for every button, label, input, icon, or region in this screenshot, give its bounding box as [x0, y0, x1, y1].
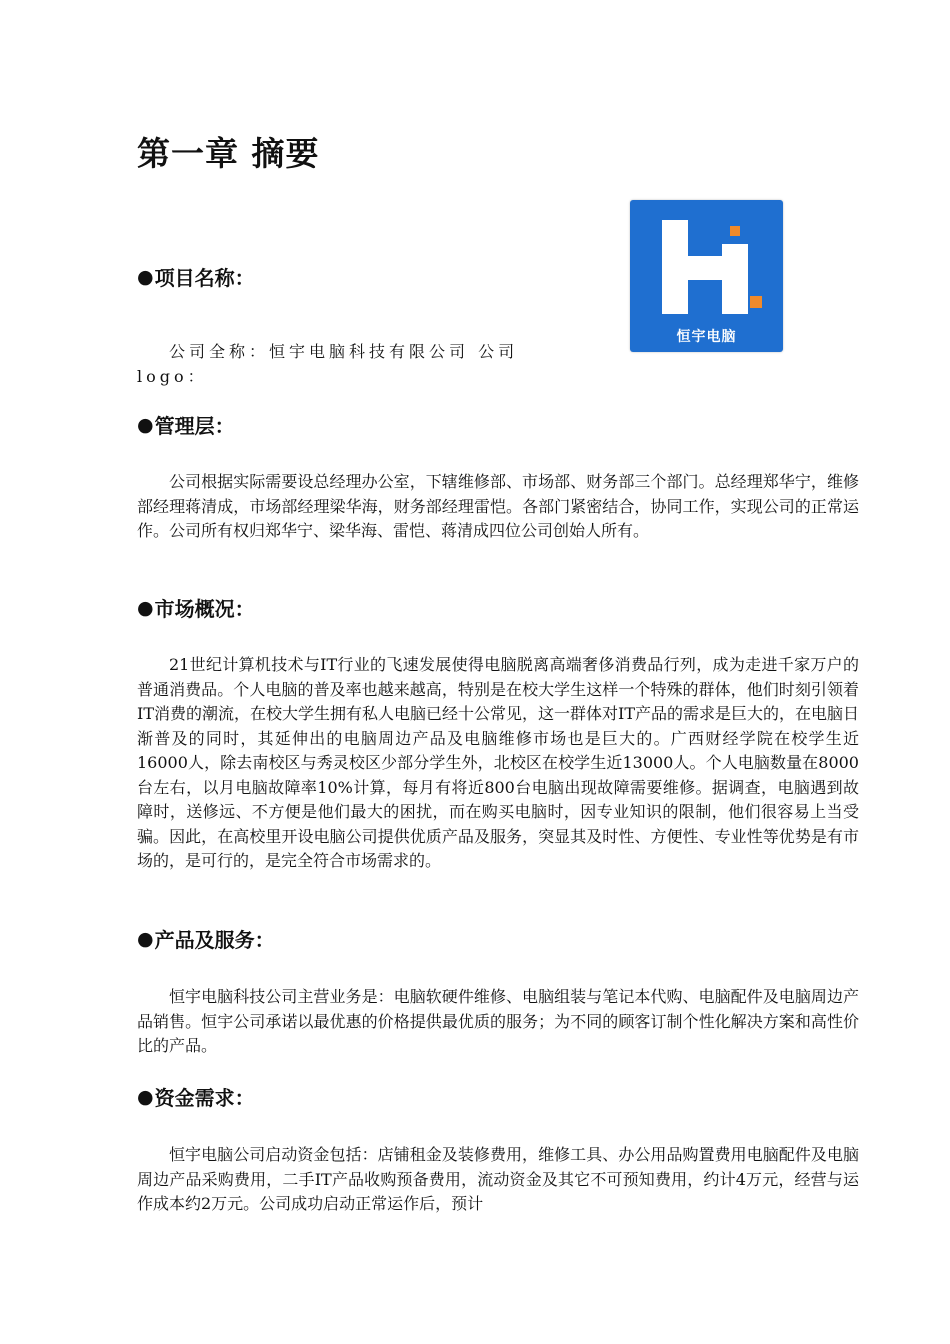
heading-text: 产品及服务： — [154, 928, 275, 952]
bullet-icon: ● — [137, 1085, 154, 1108]
heading-text: 市场概况： — [154, 597, 255, 621]
bullet-icon: ● — [137, 596, 154, 619]
market-paragraph: 21世纪计算机技术与IT行业的飞速发展使得电脑脱离高端奢侈消费品行列，成为走进千家万户的普通消费品。个人电脑的普及率也越来越高，特别是在校大学生这样一个特殊的群体，他们时刻引领着IT消费的潮流，在校大学生拥有私人电脑已经十公常见，这一群体对IT产品的需求是巨大的，在电脑日渐普及的同时，其延伸出的电脑周边产品及电脑维修市场也是巨大的。广西财经学院在校学生近16000人，除去南校区与秀灵校区少部分学生外，北校区在校学生近13000人。个人电脑数量在8000台左右，以月电脑故障率10%计算，每月有将近800台电脑出现故障需要维修。据调查，电脑遇到故障时，送修远、不方便是他们最大的困扰，而在购买电脑时，因专业知识的限制，他们很容易上当受骗。因此，在高校里开设电脑公司提供优质产品及服务，突显其及时性、方便性、专业性等优势是有市场的，是可行的，是完全符合市场需求的。 — [137, 655, 859, 870]
section-heading-management — [137, 410, 235, 439]
funding-paragraph: 恒宇电脑公司启动资金包括：店铺租金及装修费用，维修工具、办公用品购置费用电脑配件及电脑周边产品采购费用，二手IT产品收购预备费用，流动资金及其它不可预知费用，约计4万元，经营与运作成本约2万元。公司成功启动正常运作后，预计 — [137, 1145, 859, 1213]
section-heading-products — [137, 924, 275, 953]
section-heading-market — [137, 593, 255, 622]
bullet-icon: ● — [137, 413, 154, 436]
products-paragraph: 恒宇电脑科技公司主营业务是：电脑软硬件维修、电脑组装与笔记本代购、电脑配件及电脑周边产品销售。恒宇公司承诺以最优惠的价格提供最优质的服务；为不同的顾客订制个性化解决方案和高性价比的产品。 — [137, 987, 859, 1055]
heading-text: 项目名称： — [154, 266, 255, 290]
section-heading-funding — [137, 1082, 255, 1111]
logo-caption: 恒宇电脑 — [676, 329, 737, 345]
bullet-icon: ● — [137, 265, 154, 288]
heading-text: 资金需求： — [154, 1086, 255, 1110]
bullet-icon: ● — [137, 927, 154, 950]
section-heading-project-name — [137, 262, 255, 291]
company-logo — [630, 200, 783, 352]
heading-text: 管理层： — [154, 414, 235, 438]
management-paragraph: 公司根据实际需要设总经理办公室，下辖维修部、市场部、财务部三个部门。总经理郑华宁，维修部经理蒋清成，市场部经理梁华海，财务部经理雷恺。各部门紧密结合，协同工作，实现公司的正常运作。公司所有权归郑华宁、梁华海、雷恺、蒋清成四位公司创始人所有。 — [137, 472, 859, 540]
company-name-line: 公司全称：恒宇电脑科技有限公司 公司logo： — [137, 342, 519, 386]
chapter-title: 第一章 摘要 — [137, 134, 320, 173]
